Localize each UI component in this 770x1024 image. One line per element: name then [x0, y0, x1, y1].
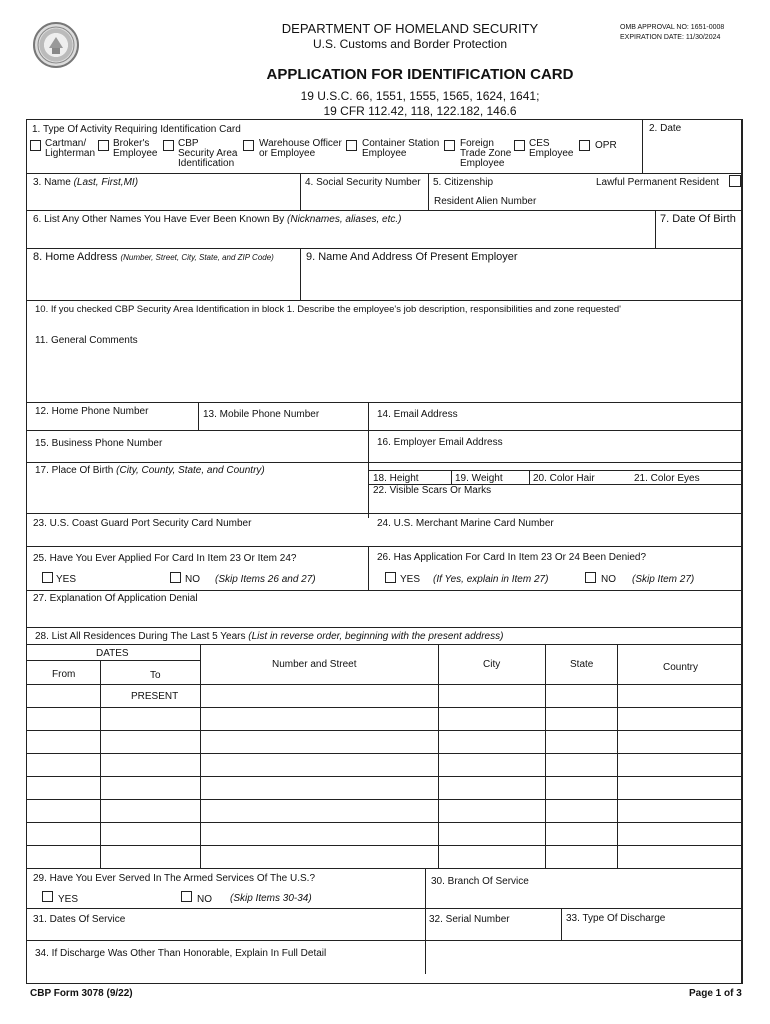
checkbox-29-yes[interactable]: [42, 891, 53, 902]
block29-label: 29. Have You Ever Served In The Armed Services Of The U.S.?: [33, 873, 316, 884]
block12-label: 12. Home Phone Number: [35, 406, 149, 417]
block19-label: 19. Weight: [455, 473, 503, 484]
block28-label: 28. List All Residences During The Last 5 Years (List in reverse order, beginning with the present address): [35, 631, 504, 642]
block20-label: 20. Color Hair: [533, 473, 595, 484]
omb-approval: OMB APPROVAL NO: 1651-0008: [620, 24, 725, 31]
checkbox-opr[interactable]: [579, 140, 590, 151]
option-ces-label: CES Employee: [529, 138, 574, 159]
checkbox-29-no[interactable]: [181, 891, 192, 902]
name-field[interactable]: [30, 190, 299, 210]
block9-label: 9. Name And Address Of Present Employer: [306, 251, 518, 263]
block31-label: 31. Dates Of Service: [33, 914, 126, 925]
block33-label: 33. Type Of Discharge: [566, 913, 666, 924]
form-title: APPLICATION FOR IDENTIFICATION CARD: [266, 66, 574, 83]
q25-skip-note: (Skip Items 26 and 27): [215, 574, 316, 585]
block26-label: 26. Has Application For Card In Item 23 Or 24 Been Denied?: [377, 552, 647, 563]
dhs-seal-logo: [33, 22, 79, 68]
block16-label: 16. Employer Email Address: [377, 437, 503, 448]
department-name: DEPARTMENT OF HOMELAND SECURITY: [281, 21, 539, 36]
block21-label: 21. Color Eyes: [634, 473, 700, 484]
block32-label: 32. Serial Number: [429, 914, 510, 925]
legal-citation-1: 19 U.S.C. 66, 1551, 1555, 1565, 1624, 1641;: [300, 89, 540, 103]
agency-name: U.S. Customs and Border Protection: [312, 37, 508, 51]
q26-yes-note: (If Yes, explain in Item 27): [433, 574, 549, 585]
block1-label: 1. Type Of Activity Requiring Identification Card: [32, 124, 241, 135]
block30-label: 30. Branch Of Service: [431, 876, 529, 887]
option-ftz-label: Foreign Trade Zone Employee: [460, 138, 512, 169]
checkbox-ftz[interactable]: [444, 140, 455, 151]
ssn-field[interactable]: [303, 190, 429, 210]
q25-yes-label: YES: [56, 574, 77, 585]
checkbox-broker[interactable]: [98, 140, 109, 151]
block22-label: 22. Visible Scars Or Marks: [373, 485, 492, 496]
block8-label: 8. Home Address (Number, Street, City, State, and ZIP Code): [33, 251, 274, 263]
page-number: Page 1 of 3: [689, 988, 742, 999]
block14-label: 14. Email Address: [377, 409, 458, 420]
block17-label: 17. Place Of Birth (City, County, State, and Country): [35, 465, 265, 476]
checkbox-cbp-security[interactable]: [163, 140, 174, 151]
checkbox-lpr[interactable]: [729, 175, 741, 187]
checkbox-26-yes[interactable]: [385, 572, 396, 583]
q29-skip-note: (Skip Items 30-34): [230, 893, 312, 904]
block10-label: 10. If you checked CBP Security Area Identification in block 1. Describe the employee's job description, responsibilities and zone requested': [35, 304, 621, 315]
legal-citation-2: 19 CFR 112.42, 118, 122.182, 146.6: [323, 104, 517, 118]
checkbox-container-station[interactable]: [346, 140, 357, 151]
block3-label: 3. Name (Last, First,MI): [33, 177, 139, 188]
block7-label: 7. Date Of Birth: [660, 213, 736, 225]
block24-label: 24. U.S. Merchant Marine Card Number: [377, 518, 554, 529]
block11-label: 11. General Comments: [35, 335, 138, 346]
q26-no-label: NO: [601, 574, 616, 585]
city-header: City: [483, 659, 501, 670]
block6-label: 6. List Any Other Names You Have Ever Been Known By (Nicknames, aliases, etc.): [33, 214, 402, 225]
option-cartman-label: Cartman/ Lighterman: [45, 138, 96, 159]
lpr-label: Lawful Permanent Resident: [596, 177, 719, 188]
form-number: CBP Form 3078 (9/22): [30, 988, 133, 999]
date-field[interactable]: [645, 138, 741, 170]
option-warehouse-label: Warehouse Officer or Employee: [259, 138, 342, 159]
expiration-date: EXPIRATION DATE: 11/30/2024: [620, 34, 721, 41]
state-header: State: [570, 659, 594, 670]
street-header: Number and Street: [272, 659, 357, 670]
option-broker-label: Broker's Employee: [113, 138, 158, 159]
checkbox-warehouse[interactable]: [243, 140, 254, 151]
checkbox-ces[interactable]: [514, 140, 525, 151]
checkbox-cartman[interactable]: [30, 140, 41, 151]
block27-label: 27. Explanation Of Application Denial: [33, 593, 198, 604]
country-header: Country: [663, 662, 699, 673]
block34-label: 34. If Discharge Was Other Than Honorable, Explain In Full Detail: [35, 948, 327, 959]
block2-label: 2. Date: [649, 123, 682, 134]
q29-no-label: NO: [197, 894, 212, 905]
present-label: PRESENT: [131, 691, 179, 702]
q25-no-label: NO: [185, 574, 200, 585]
option-container-station-label: Container Station Employee: [362, 138, 440, 159]
option-opr-label: OPR: [595, 140, 617, 151]
q26-yes-label: YES: [400, 574, 421, 585]
checkbox-25-yes[interactable]: [42, 572, 53, 583]
block15-label: 15. Business Phone Number: [35, 438, 163, 449]
q29-yes-label: YES: [58, 894, 79, 905]
q26-skip-note: (Skip Item 27): [632, 574, 695, 585]
block25-label: 25. Have You Ever Applied For Card In Item 23 Or Item 24?: [33, 553, 297, 564]
checkbox-25-no[interactable]: [170, 572, 181, 583]
block5-label: 5. Citizenship: [433, 177, 494, 188]
to-header: To: [150, 670, 161, 681]
option-cbp-security-label: CBP Security Area Identification: [178, 138, 238, 169]
checkbox-26-no[interactable]: [585, 572, 596, 583]
dates-header: DATES: [96, 648, 129, 659]
resident-alien-label: Resident Alien Number: [434, 196, 537, 207]
block13-label: 13. Mobile Phone Number: [203, 409, 320, 420]
block23-label: 23. U.S. Coast Guard Port Security Card Number: [33, 518, 252, 529]
block18-label: 18. Height: [373, 473, 419, 484]
block4-label: 4. Social Security Number: [305, 177, 421, 188]
from-header: From: [52, 669, 76, 680]
